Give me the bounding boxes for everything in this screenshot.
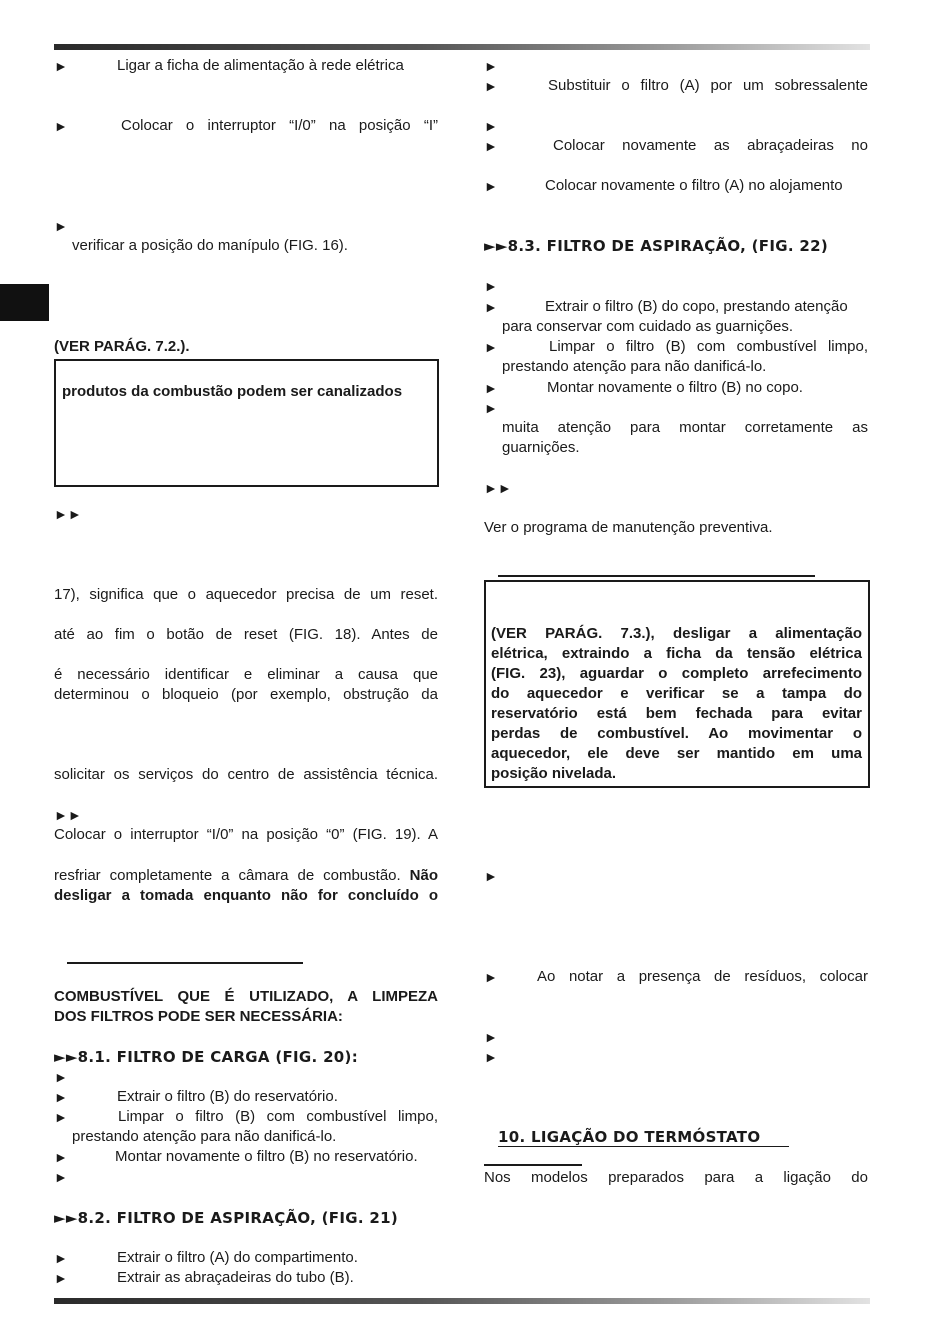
bullet-arrow: ►: [484, 400, 498, 416]
bullet-arrow: ►: [484, 118, 498, 134]
bullet-arrow: ►: [54, 218, 68, 234]
text-line: Colocar o interruptor “I/0” na posição “0” (FIG. 19). A: [54, 826, 438, 843]
warning-box: [54, 359, 439, 487]
text-line: Ao notar a presença de resíduos, colocar: [537, 968, 868, 985]
bullet-arrow: ►: [54, 1149, 68, 1165]
bullet-arrow: ►: [484, 78, 498, 94]
text-line: Nos modelos preparados para a ligação do: [484, 1169, 868, 1186]
double-arrow: ►►: [54, 807, 82, 823]
bold-span: Não: [409, 867, 438, 884]
text-line: Extrair as abraçadeiras do tubo (B).: [117, 1269, 354, 1286]
text-line: 17), significa que o aquecedor precisa de um reset.: [54, 586, 438, 603]
text-line: Extrair o filtro (B) do reservatório.: [117, 1088, 338, 1105]
text-line: guarnições.: [502, 439, 580, 456]
bullet-arrow: ►: [54, 118, 68, 134]
text-line: verificar a posição do manípulo (FIG. 16).: [72, 237, 348, 254]
section-heading-8-1: ►►8.1. FILTRO DE CARGA (FIG. 20):: [54, 1048, 358, 1066]
bullet-arrow: ►: [484, 58, 498, 74]
text-line: Montar novamente o filtro (B) no copo.: [547, 379, 803, 396]
text-line: prestando atenção para não danificá-lo.: [72, 1128, 337, 1145]
warning-text: [491, 624, 862, 784]
bottom-bar: [54, 1298, 870, 1304]
text-line: Extrair o filtro (B) do copo, prestando atenção: [545, 298, 848, 315]
divider: [484, 1164, 582, 1166]
bullet-arrow: ►: [484, 1049, 498, 1065]
bullet-arrow: ►: [54, 1109, 68, 1125]
warning-line: aquecedor, ele deve ser mantido em uma: [491, 745, 862, 762]
bullet-arrow: ►: [484, 868, 498, 884]
text-line: COMBUSTÍVEL QUE É UTILIZADO, A LIMPEZA: [54, 988, 438, 1005]
section-reference: (VER PARÁG. 7.2.).: [54, 338, 190, 355]
bullet-arrow: ►: [484, 380, 498, 396]
text-line: Montar novamente o filtro (B) no reservatório.: [115, 1148, 418, 1165]
text-line: Extrair o filtro (A) do compartimento.: [117, 1249, 358, 1266]
text-line: muita atenção para montar corretamente as: [502, 419, 868, 436]
bullet-arrow: ►: [484, 138, 498, 154]
warning-line: (FIG. 23), aguardar o completo arrefecimento: [491, 665, 862, 682]
text-line: Colocar o interruptor “I/0” na posição “I”: [121, 117, 438, 134]
bullet-arrow: ►: [54, 1169, 68, 1185]
warning-line: posição nivelada.: [491, 765, 617, 782]
text-line: para conservar com cuidado as guarnições.: [502, 318, 793, 335]
warning-line: reservatório está bem fechada para evitar: [491, 705, 862, 722]
bullet-arrow: ►: [54, 1069, 68, 1085]
text-line: desligar a tomada enquanto não for concluído o: [54, 887, 438, 904]
text-line: Colocar novamente as abraçadeiras no: [553, 137, 868, 154]
section-tab: [0, 284, 49, 321]
bullet-arrow: ►: [484, 278, 498, 294]
text-line: Ver o programa de manutenção preventiva.: [484, 519, 773, 536]
bullet-arrow: ►: [484, 299, 498, 315]
bullet-arrow: ►: [484, 969, 498, 985]
bullet-arrow: ►: [54, 1250, 68, 1266]
text-line: é necessário identificar e eliminar a causa que: [54, 666, 438, 683]
top-bar: [54, 44, 870, 50]
warning-line: (VER PARÁG. 7.3.), desligar a alimentação: [491, 625, 862, 642]
text-line: Ligar a ficha de alimentação à rede elétrica: [117, 57, 404, 74]
heading-underline: [498, 1146, 789, 1147]
warning-line: perdas de combustível. Ao movimentar o: [491, 725, 862, 742]
double-arrow: ►►: [484, 480, 512, 496]
warning-line: do aquecedor e verificar se a tampa do: [491, 685, 862, 702]
bullet-arrow: ►: [54, 1089, 68, 1105]
text-line: Substituir o filtro (A) por um sobressalente: [548, 77, 868, 94]
text-line: Colocar novamente o filtro (A) no alojamento: [545, 177, 843, 194]
section-heading-8-2: ►►8.2. FILTRO DE ASPIRAÇÃO, (FIG. 21): [54, 1209, 398, 1227]
heading-underline: [67, 962, 303, 964]
double-arrow: ►►: [54, 506, 82, 522]
text-line: determinou o bloqueio (por exemplo, obstrução da: [54, 686, 438, 703]
text-line: Limpar o filtro (B) com combustível limpo,: [549, 338, 868, 355]
bullet-arrow: ►: [484, 1029, 498, 1045]
section-heading-8-3: ►►8.3. FILTRO DE ASPIRAÇÃO, (FIG. 22): [484, 237, 828, 255]
text-line: [54, 866, 438, 886]
bullet-arrow: ►: [54, 58, 68, 74]
text-line: DOS FILTROS PODE SER NECESSÁRIA:: [54, 1008, 343, 1025]
warning-text: produtos da combustão podem ser canalizados: [62, 383, 403, 400]
text-span: resfriar completamente a câmara de combustão.: [54, 867, 410, 884]
text-line: Limpar o filtro (B) com combustível limpo,: [118, 1108, 438, 1125]
bullet-arrow: ►: [54, 1270, 68, 1286]
bullet-arrow: ►: [484, 178, 498, 194]
bullet-arrow: ►: [484, 339, 498, 355]
text-line: até ao fim o botão de reset (FIG. 18). Antes de: [54, 626, 438, 643]
section-heading-10: 10. LIGAÇÃO DO TERMÓSTATO: [498, 1128, 761, 1146]
text-line: prestando atenção para não danificá-lo.: [502, 358, 767, 375]
heading-underline: [498, 575, 815, 577]
text-line: solicitar os serviços do centro de assistência técnica.: [54, 766, 438, 783]
warning-line: elétrica, extraindo a ficha da tensão elétrica: [491, 645, 862, 662]
